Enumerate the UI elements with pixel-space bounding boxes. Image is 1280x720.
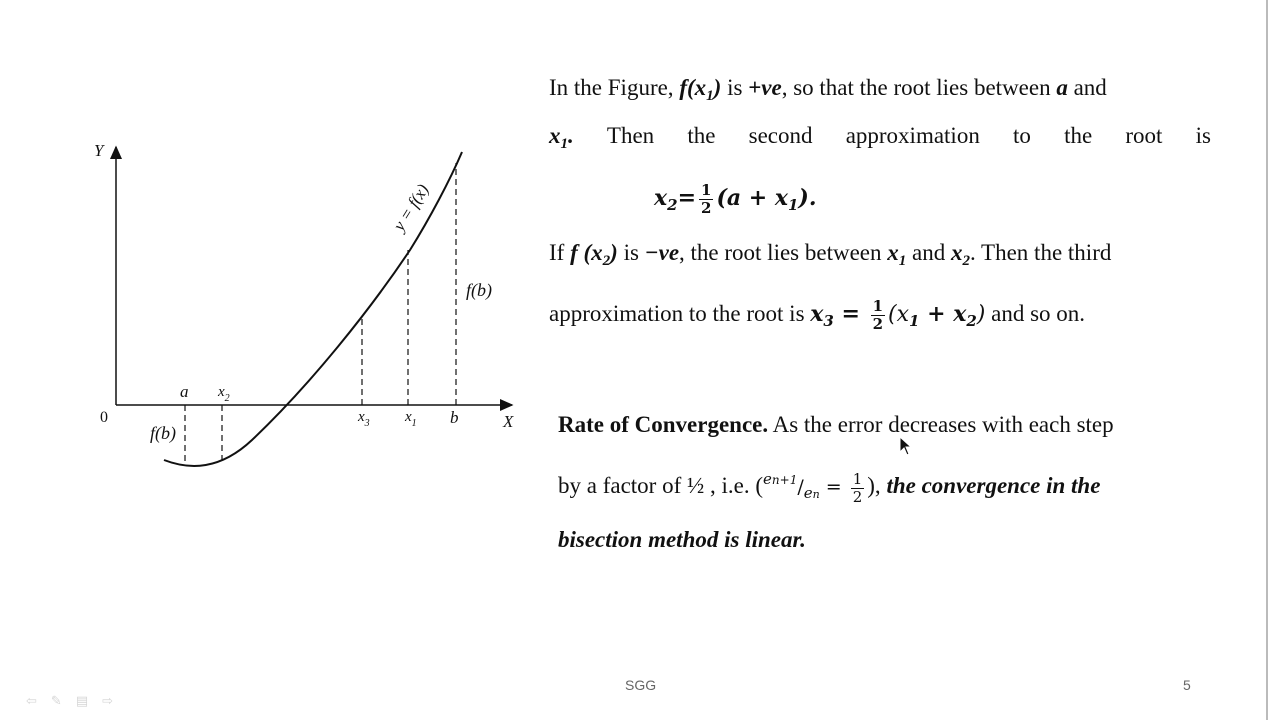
bisection-figure	[80, 130, 530, 470]
forward-arrow-icon[interactable]: ⇨	[102, 694, 114, 709]
tick-b: b	[450, 408, 459, 427]
paragraph-2-line-2: approximation to the root is $x_3$ = $\frac{1}{2}$ $(x_1 + x_2)$ and so on.	[549, 296, 1086, 333]
pen-icon[interactable]: ✎	[50, 694, 62, 709]
convergence-line-3: bisection method is linear.	[558, 527, 806, 552]
convergence-line-2: by a factor of ½ , i.e. ($^{en+1}/_{en}$ = $\frac{1}{2}$ ), the convergence in the	[558, 469, 1101, 506]
convergence-line-1: Rate of Convergence. As the error decreases with each step	[558, 412, 1114, 437]
paragraph-2-line-1: If f $(x_2)$ is −ve, the root lies between $x_1$ and $x_2$. Then the third	[549, 240, 1112, 269]
origin-label: 0	[100, 409, 108, 426]
y-axis-label: Y	[94, 141, 104, 160]
paragraph-1-line-1: In the Figure, $f(x_1)$ is +ve, so that the root lies between a and	[549, 75, 1107, 104]
tick-x1: $x_1$	[405, 409, 417, 429]
fb-right-label: f(b)	[466, 280, 492, 300]
back-arrow-icon[interactable]: ⇦	[26, 694, 37, 709]
slide-number: 5	[1183, 677, 1191, 693]
mouse-cursor-icon	[899, 436, 913, 456]
formula-x2: $x_2=$ $\frac{1}{2}$ $(a + x_1)$.	[654, 180, 817, 217]
tick-x3: $x_3$	[358, 409, 370, 429]
x-axis-label: X	[503, 412, 514, 431]
tick-a: a	[180, 382, 189, 401]
curve-label: y = f(x)	[389, 180, 433, 235]
menu-icon[interactable]: ▤	[75, 694, 89, 709]
slideshow-controls[interactable]	[26, 694, 113, 709]
tick-x2: $x_2$	[218, 384, 230, 404]
footer-author: SGG	[625, 677, 657, 693]
paragraph-1-line-2: $x_1$. Then the second approximation to the root is	[549, 123, 1211, 152]
fb-left-label: f(b)	[150, 423, 176, 443]
